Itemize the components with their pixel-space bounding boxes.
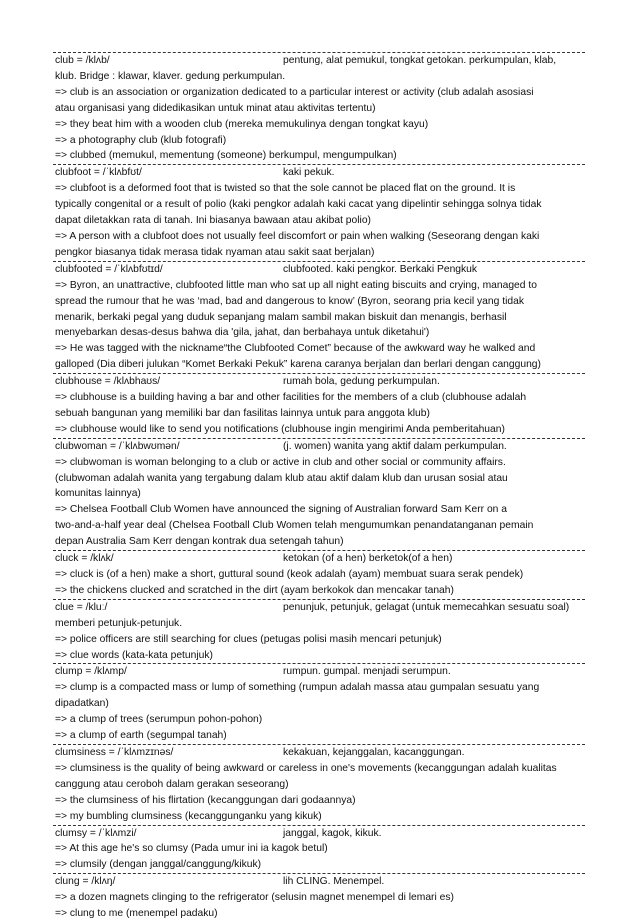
dictionary-entry [53,52,585,164]
dictionary-entry [53,599,585,664]
headword-pronunciation: clumsy = /ˈklʌmzi/ [55,827,137,839]
entry-text-line: (clubwoman adalah wanita yang tergabung dalam klub atau aktif dalam klub dan urusan sosial atau [55,472,508,484]
entry-text-line: => clue words (kata-kata petunjuk) [55,649,213,661]
entry-header-line [55,874,585,890]
headword-meaning: ketokan (of a hen) berketok(of a hen) [283,553,453,565]
entry-text-line: depan Australia Sam Kerr dengan kontrak dua setengah tahun) [55,536,344,548]
entry-text-line: => police officers are still searching for clues (petugas polisi masih mencari petunjuk) [55,633,442,645]
headword-meaning: clubfooted. kaki pengkor. Berkaki Pengkuk [283,263,478,275]
entry-header-line [55,53,585,69]
headword-pronunciation: cluck = /klʌk/ [55,553,114,565]
entry-header-line [55,439,585,455]
entry-text-line: => the clumsiness of his flirtation (kecanggungan dari godaannya) [55,794,356,806]
headword-meaning: lih CLING. Menempel. [283,876,385,888]
entry-text-line: => At this age he's so clumsy (Pada umur ini ia kagok betul) [55,843,328,855]
entry-text-line: menarik, berkaki pegal yang duduk sepanjang malam sambil makan biskuit dan menangis, berhasil [55,311,507,323]
entry-text-line: canggung atau ceroboh dalam gerakan seseorang) [55,778,289,790]
entry-text-line: menyebarkan desas-desus bahwa dia 'gila, jahat, dan berbahaya untuk diketahui') [55,327,430,339]
headword-meaning: penunjuk, petunjuk, gelagat (untuk memecahkan sesuatu soal) [283,601,570,613]
headword-pronunciation: club = /klʌb/ [55,55,110,66]
headword-pronunciation: clubfoot = /ˈklʌbfʊt/ [55,167,142,179]
entry-text-line: => clumsiness is the quality of being awkward or careless in one's movements (kecanggungan adalah kualitas [55,762,557,774]
headword-pronunciation: clue = /kluː/ [55,601,108,613]
headword-pronunciation: clubfooted = /ˈklʌbfʊtɪd/ [55,263,163,275]
entry-text-line: komunitas lainnya) [55,488,141,500]
entry-header-line [55,374,585,390]
entry-text-line: => A person with a clubfoot does not usually feel discomfort or pain when walking (Seseorang dengan kaki [55,230,540,242]
entry-text-line: => a clump of earth (segumpal tanah) [55,730,227,742]
entry-text-line: => clubhouse is a building having a bar and other facilities for the members of a club (clubhouse adalah [55,392,527,404]
entry-text-line: => He was tagged with the nickname“the Clubfooted Comet” because of the awkward way he walked and [55,343,536,355]
dictionary-entry [53,744,585,825]
entry-text-line: spread the rumour that he was ‘mad, bad and dangerous to know’ (Byron, seorang pria kecil yang tidak [55,295,524,307]
entry-text-line: => clung to me (menempel padaku) [55,908,218,920]
headword-meaning: pentung, alat pemukul, tongkat getokan. perkumpulan, klab, [283,55,557,66]
entry-text-line: => club is an association or organization dedicated to a particular interest or activity (club adalah asosiasi [55,86,534,98]
entry-text-line: => clubfoot is a deformed foot that is twisted so that the sole cannot be placed flat on the ground. It is [55,183,516,195]
entry-text-line: typically congenital or a result of polio (kaki pengkor adalah kaki cacat yang dipelintir sehingga solnya tidak [55,199,542,211]
headword-meaning: kaki pekuk. [283,167,335,179]
dictionary-entry [53,663,585,744]
headword-pronunciation: clumsiness = /ˈklʌmzɪnəs/ [55,746,174,758]
entry-text-line: => clubwoman is woman belonging to a club or active in club and other social or community affairs. [55,456,506,468]
entry-text-line: => clubbed (memukul, mementung (someone) berkumpul, mengumpulkan) [55,150,397,162]
dictionary-entry [53,438,585,550]
entry-text-line: => clump is a compacted mass or lump of something (rumpun adalah massa atau gumpalan sesuatu yang [55,682,540,694]
entry-header-line [55,664,585,680]
headword-pronunciation: clung = /klʌŋ/ [55,876,116,888]
entry-text-line: => Chelsea Football Club Women have announced the signing of Australian forward Sam Kerr on a [55,504,507,516]
headword-pronunciation: clubwoman = /ˈklʌbwʊmən/ [55,440,180,452]
headword-pronunciation: clump = /klʌmp/ [55,666,127,678]
entry-text-line: memberi petunjuk-petunjuk. [55,617,183,629]
headword-meaning: janggal, kagok, kikuk. [283,827,382,839]
headword-pronunciation: clubhouse = /klʌbhaʊs/ [55,376,161,388]
headword-meaning: rumpun. gumpal. menjadi serumpun. [283,666,451,678]
entry-text-line: pengkor biasanya tidak merasa tidak nyaman atau sakit saat berjalan) [55,246,375,258]
entry-header-line [55,551,585,567]
entry-text-line: => Byron, an unattractive, clubfooted little man who sat up all night eating biscuits and crying, managed to [55,279,537,291]
entry-text-line: => they beat him with a wooden club (mereka memukulinya dengan tongkat kayu) [55,118,429,130]
dictionary-entry [53,873,585,922]
entry-text-line: dapat diletakkan rata di tanah. Ini biasanya bawaan atau akibat polio) [55,215,371,227]
entry-text-line: galloped (Dia diberi julukan “Komet Berkaki Pekuk” karena caranya berjalan dan berlari dengan canggung) [55,359,541,371]
dictionary-entry [53,373,585,438]
dictionary-document [53,52,585,922]
dictionary-entry [53,825,585,874]
entry-header-line [55,262,585,278]
entry-text-line: two-and-a-half year deal (Chelsea Football Club Women telah mengumumkan penandatanganan pemain [55,520,534,532]
dictionary-entry [53,261,585,373]
headword-meaning: rumah bola, gedung perkumpulan. [283,376,440,388]
entry-header-line [55,600,585,616]
entry-text-line: => a photography club (klub fotografi) [55,134,227,146]
entry-header-line [55,826,585,842]
entry-text-line: => the chickens clucked and scratched in the dirt (ayam berkokok dan mencakar tanah) [55,584,454,596]
dictionary-entry [53,164,585,260]
dictionary-entry [53,550,585,599]
entry-text-line: => cluck is (of a hen) make a short, guttural sound (keok adalah (ayam) membuat suara serak pendek) [55,569,524,580]
entry-text-line: dipadatkan) [55,698,109,710]
entry-text-line: klub. Bridge : klawar, klaver. gedung perkumpulan. [55,70,286,82]
entry-text-line: => a clump of trees (serumpun pohon-pohon) [55,714,263,726]
headword-meaning: kekakuan, kejanggalan, kacanggungan. [283,746,465,758]
entry-header-line [55,745,585,761]
entry-header-line [55,165,585,181]
entry-text-line: => my bumbling clumsiness (kecanggunganku yang kikuk) [55,810,322,822]
entry-text-line: => clubhouse would like to send you notifications (clubhouse ingin mengirimi Anda pemberitahuan) [55,423,505,435]
headword-meaning: (j. women) wanita yang aktif dalam perkumpulan. [283,440,507,452]
entry-text-line: atau organisasi yang didedikasikan untuk minat atau aktivitas tertentu) [55,102,376,114]
entry-text-line: => clumsily (dengan janggal/canggung/kikuk) [55,859,262,871]
entry-text-line: => a dozen magnets clinging to the refrigerator (selusin magnet menempel di lemari es) [55,892,454,904]
entry-text-line: sebuah bangunan yang memiliki bar dan fasilitas lainnya untuk para anggota klub) [55,407,430,419]
